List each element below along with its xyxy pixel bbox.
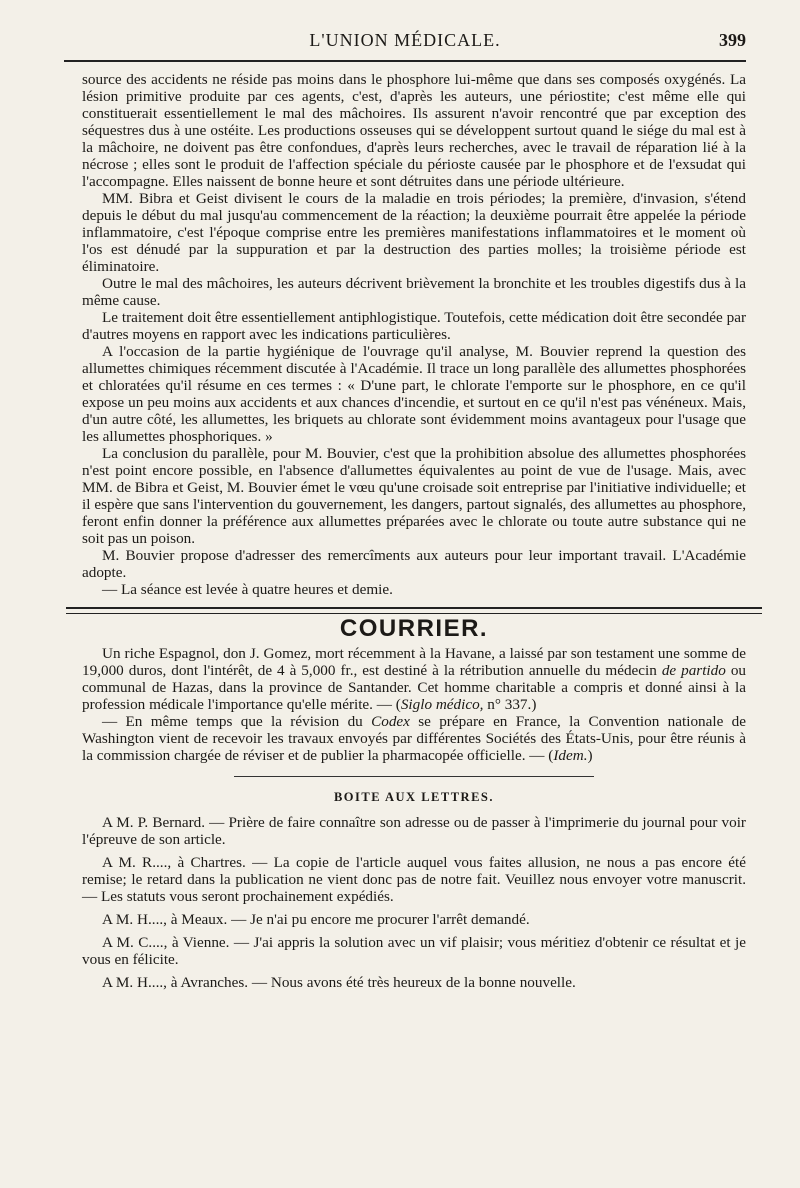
courrier-heading: COURRIER. xyxy=(339,615,489,642)
page-body xyxy=(82,71,746,991)
article-paragraph: — La séance est levée à quatre heures et demie. xyxy=(102,581,393,598)
header-rule xyxy=(64,60,746,62)
courrier-text: ou communal de Hazas, dans la province de Santander. Cet homme charitable a compris et donné ainsi à la profession médicale l'importance qu'elle mérite. — ( xyxy=(82,662,746,713)
courrier-text: ) xyxy=(587,747,593,764)
boite-heading: BOITE AUX LETTRES. xyxy=(333,790,495,804)
article-paragraph: Le traitement doit être essentiellement antiphlogistique. Toutefois, cette médication doit être secondée par d'autres moyens en rapport avec les indications particulières. xyxy=(82,309,746,343)
section-divider xyxy=(66,607,762,614)
courrier-text: — En même temps que la révision du xyxy=(102,713,372,730)
courrier-item xyxy=(82,645,746,713)
article-paragraph: MM. Bibra et Geist divisent le cours de la maladie en trois périodes; la première, d'invasion, s'étend depuis le début du mal jusqu'au commencement de la réaction; la deuxième pourrait être appelée la période inflammatoire, c'est l'époque comprise entre les premières manifestations inflammatoires et le moment où l'os est dénudé par la suppuration et par la destruction des parties molles; la troisième période est éliminatoire. xyxy=(82,190,746,275)
page-header xyxy=(64,30,746,56)
article-paragraph: La conclusion du parallèle, pour M. Bouvier, c'est que la prohibition absolue des allumettes phosphorées n'est point encore possible, en l'absence d'allumettes équivalentes au point de vue de l'usage. Mais, avec MM. de Bibra et Geist, M. Bouvier émet le vœu qu'une croisade soit entreprise par l'initiative individuelle; et il espère que sans l'intervention du gouvernement, les dangers, partout signalés, des allumettes au phosphore, feront enfin donner la préférence aux allumettes préparées avec le chlorate ou toute autre substance qui ne soit pas un poison. xyxy=(82,445,746,547)
courrier-text: Un riche Espagnol, don J. Gomez, mort récemment à la Havane, a laissé par son testament une somme de 19,000 duros, dont l'intérêt, de 4 à 5,000 fr., est destiné à la rétribution annuelle du médecin xyxy=(82,645,746,679)
journal-title: L'UNION MÉDICALE. xyxy=(309,30,501,50)
courrier-source: Siglo médico, xyxy=(400,696,484,713)
article-paragraph: M. Bouvier propose d'adresser des remercîments aux auteurs pour leur important travail. L'Académie adopte. xyxy=(82,547,746,581)
page-number: 399 xyxy=(719,30,746,50)
letter-item: A M. R...., à Chartres. — La copie de l'article auquel vous faites allusion, ne nous a pas encore été remise; le retard dans la publication ne vient donc pas de notre fait. Veuillez nous envoyer votre manuscrit. — Les statuts vous seront prochainement expédiés. xyxy=(82,854,746,905)
courrier-item xyxy=(82,713,746,764)
article-paragraph: source des accidents ne réside pas moins dans le phosphore lui-même que dans ses composés oxygénés. La lésion primitive produite par ces agents, c'est, d'après les auteurs, une périostite; c'est même elle qui constituerait essentiellement le mal des mâchoires. Ils assurent n'avoir rencontré que par exception des séquestres dus à une ostéite. Les productions osseuses qui se développent surtout quand le siége du mal est à la mâchoire, ne doivent pas être confondues, d'après leurs recherches, avec le travail de réparation lié à la nécrose ; elles sont le produit de l'affection spéciale du périoste causée par le phosphore et de l'exsudat qui l'accompagne. Elles naissent de bonne heure et sont détruites dans une période ultérieure. xyxy=(82,71,746,190)
letter-item: A M. H...., à Meaux. — Je n'ai pu encore me procurer l'arrêt demandé. xyxy=(102,911,530,928)
section-divider xyxy=(234,776,594,777)
article-paragraph: Outre le mal des mâchoires, les auteurs décrivent brièvement la bronchite et les troubles digestifs dus à la même cause. xyxy=(82,275,746,309)
courrier-source: Idem. xyxy=(553,747,588,764)
letter-item: A M. P. Bernard. — Prière de faire connaître son adresse ou de passer à l'imprimerie du journal pour voir l'épreuve de son article. xyxy=(82,814,746,848)
letter-item: A M. H...., à Avranches. — Nous avons été très heureux de la bonne nouvelle. xyxy=(102,974,576,991)
courrier-text: n° 337.) xyxy=(483,696,537,713)
courrier-italic: de partido xyxy=(661,662,726,679)
letter-item: A M. C...., à Vienne. — J'ai appris la solution avec un vif plaisir; vous méritiez d'obtenir ce résultat et je vous en félicite. xyxy=(82,934,746,968)
article-paragraph: A l'occasion de la partie hygiénique de l'ouvrage qu'il analyse, M. Bouvier reprend la question des allumettes chimiques récemment discutée à l'Académie. Il trace un long parallèle des allumettes phosphorées et chloratées qu'il résume en ces termes : « D'une part, le chlorate l'emporte sur le phosphore, en ce qu'il expose un peu moins aux accidents et aux chances d'incendie, et surtout en ce qu'il n'est pas vénéneux. Mais, d'un autre côté, les allumettes, les briquets au chlorate sont évidemment moins avantageux pour l'usage que les allumettes phosphoriques. » xyxy=(82,343,746,445)
courrier-italic: Codex xyxy=(371,713,410,730)
courrier-text: se prépare en France, la Convention nationale de Washington vient de recevoir les travaux envoyés par différentes Sociétés des États-Unis, pour être réunis à la commission chargée de réviser et de publier la pharmacopée officielle. — ( xyxy=(82,713,746,764)
